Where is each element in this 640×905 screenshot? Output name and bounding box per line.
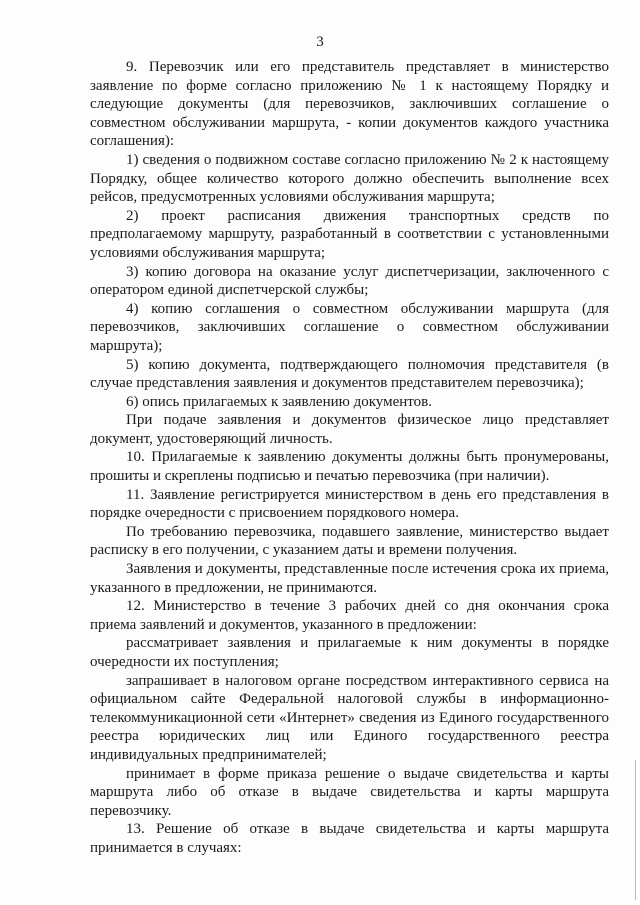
list-item-3: 3) копию договора на оказание услуг диспетчеризации, заключенного с оператором единой диспетчерской службы;	[90, 263, 609, 299]
scan-edge-line	[635, 760, 636, 900]
paragraph-13: 13. Решение об отказе в выдаче свидетельства и карты маршрута принимается в случаях:	[90, 821, 609, 856]
paragraph-11: 11. Заявление регистрируется министерством в день его представления в порядке очередности с присвоением порядкового номера.	[90, 486, 609, 522]
paragraph-12-request: запрашивает в налоговом органе посредством интерактивного сервиса на официальном сайте Федеральной налоговой службы в информационно-телекоммуникационной сети «Интернет» сведения из Единого государственного реестра юридических лиц или Единого государственного реестра индивидуальных предпринимателей;	[90, 672, 609, 763]
paragraph-10: 10. Прилагаемые к заявлению документы должны быть пронумерованы, прошиты и скреплены подписью и печатью перевозчика (при наличии).	[90, 449, 609, 485]
paragraph-9: 9. Перевозчик или его представитель представляет в министерство заявление по форме согласно приложению № 1 к настоящему Порядку и следующие документы (для перевозчиков, заключивших соглашение о совместном обслуживании маршрута, - копии документов каждого участника соглашения):	[90, 59, 609, 150]
paragraph-identity: При подаче заявления и документов физическое лицо представляет документ, удостоверяющий личность.	[90, 412, 609, 447]
paragraph-12: 12. Министерство в течение 3 рабочих дней со дня окончания срока приема заявлений и документов, указанного в предложении:	[90, 598, 609, 633]
paragraph-receipt: По требованию перевозчика, подавшего заявление, министерство выдает расписку в его получении, с указанием даты и времени получения.	[90, 523, 609, 559]
paragraph-12-decision: принимает в форме приказа решение о выдаче свидетельства и карты маршрута либо об отказе в выдаче свидетельства и карты маршрута перевозчику.	[90, 765, 609, 819]
list-item-5: 5) копию документа, подтверждающего полномочия представителя (в случае представления заявления и документов представителем перевозчика);	[90, 356, 609, 392]
document-body	[90, 58, 609, 858]
list-item-4: 4) копию соглашения о совместном обслуживании маршрута (для перевозчиков, заключивших соглашение о совместном обслуживании маршрута);	[90, 300, 609, 354]
list-item-6: 6) опись прилагаемых к заявлению документов.	[126, 393, 432, 410]
list-item-1: 1) сведения о подвижном составе согласно приложению № 2 к настоящему Порядку, общее количество которого должно обеспечить выполнение всех рейсов, предусмотренных условиями обслуживания маршрута;	[90, 151, 609, 206]
page-number: 3	[316, 34, 324, 50]
list-item-2: 2) проект расписания движения транспортных средств по предполагаемому маршруту, разработанный в соответствии с установленными условиями обслуживания маршрута;	[90, 207, 609, 261]
paragraph-late: Заявления и документы, представленные после истечения срока их приема, указанного в предложении, не принимаются.	[90, 561, 609, 596]
paragraph-12-review: рассматривает заявления и прилагаемые к ним документы в порядке очередности их поступления;	[90, 635, 609, 670]
